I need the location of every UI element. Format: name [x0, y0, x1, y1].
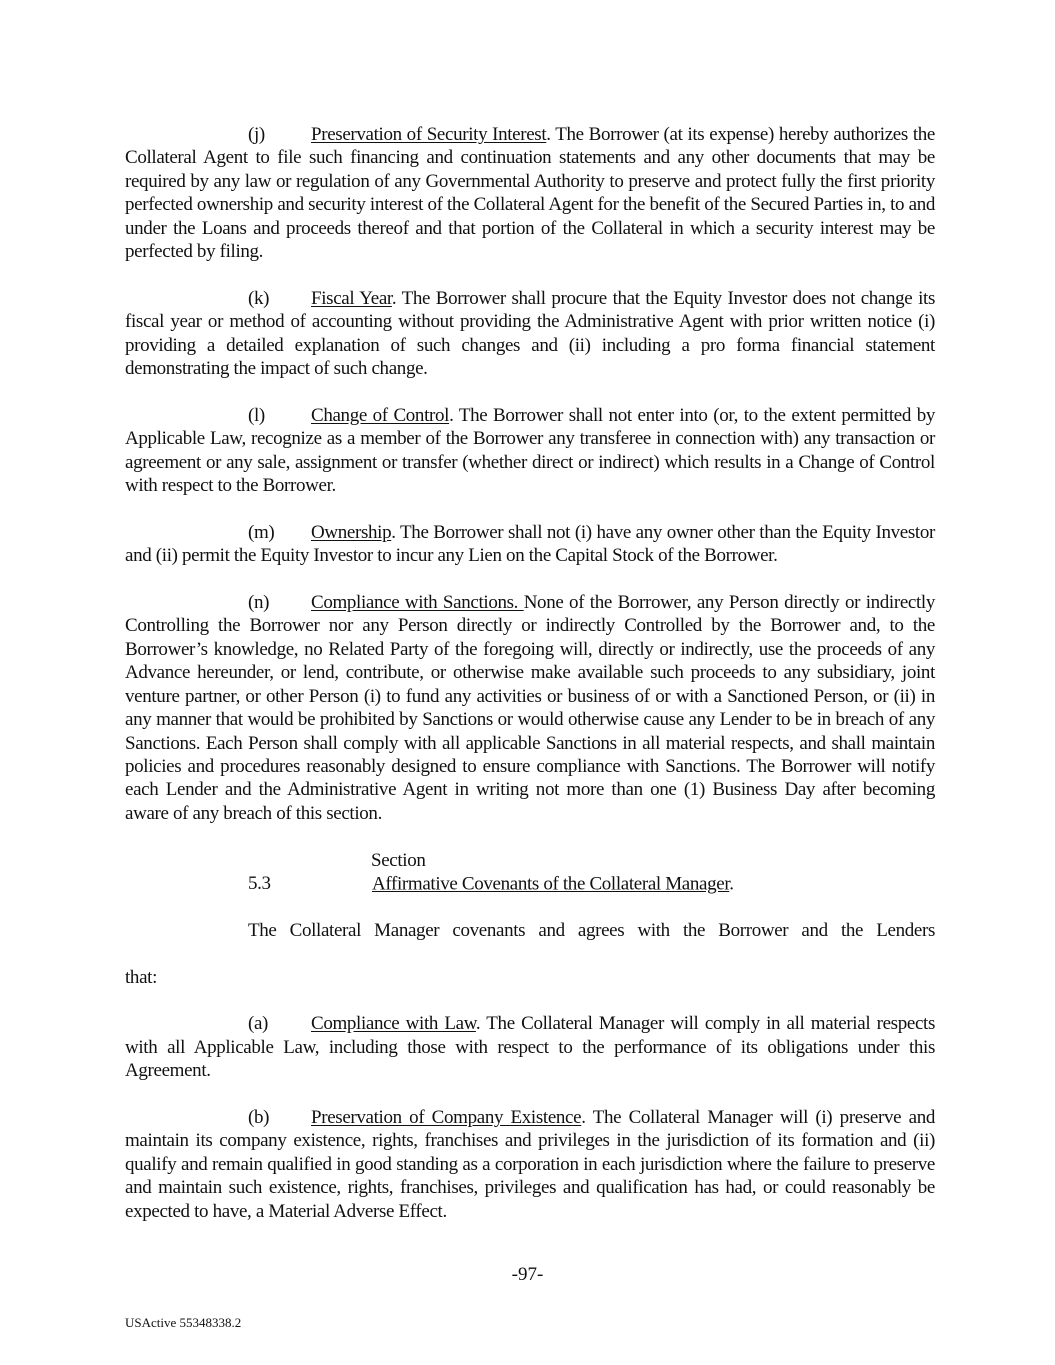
- paragraph-j: [125, 123, 935, 263]
- section-heading: [125, 849, 935, 896]
- paragraph-body: The Collateral Manager will comply in all material respects with all Applicable Law, including those with respect to the performance of its obligations under this Agreement.: [125, 1013, 935, 1082]
- paragraph-enum: (a): [248, 1013, 269, 1035]
- paragraph-enum: (l): [248, 404, 265, 426]
- paragraph-enum: (k): [248, 287, 270, 309]
- section-intro: The Collateral Manager covenants and agrees with the Borrower and the Lenders: [248, 919, 935, 941]
- paragraph-heading: Fiscal Year: [311, 287, 392, 309]
- paragraph-heading-punct: .: [581, 1106, 586, 1128]
- page-number: -97-: [511, 1264, 544, 1285]
- paragraph-l: [125, 404, 935, 498]
- paragraph-enum: (n): [248, 592, 270, 614]
- section-title: Affirmative Covenants of the Collateral Manager: [372, 872, 730, 894]
- paragraph-enum: (j): [248, 124, 265, 145]
- section-title-punct: .: [729, 872, 734, 894]
- paragraph-heading: Compliance with Law: [311, 1013, 476, 1035]
- paragraph-heading: Change of Control: [311, 404, 450, 426]
- paragraph-enum: (b): [248, 1106, 270, 1128]
- paragraph-heading-punct: .: [391, 287, 397, 309]
- section-intro-continuation: that:: [125, 966, 158, 988]
- document-body: [125, 123, 935, 1246]
- paragraph-m: [125, 521, 935, 568]
- paragraph-k: [125, 287, 935, 381]
- paragraph-a: [125, 1012, 935, 1082]
- paragraph-heading: Preservation of Security Interest: [311, 124, 547, 145]
- paragraph-b: [125, 1106, 935, 1223]
- paragraph-n: [125, 591, 935, 825]
- section-number: Section 5.3: [248, 849, 426, 894]
- paragraph-heading: Ownership: [311, 521, 392, 543]
- paragraph-heading-punct: .: [391, 521, 396, 543]
- paragraph-body: The Borrower shall not (i) have any owner other than the Equity Investor and (ii) permit the Equity Investor to incur any Lien on the Capital Stock of the Borrower.: [125, 521, 935, 567]
- paragraph-enum: (m): [248, 521, 275, 543]
- paragraph-heading-punct: .: [449, 404, 454, 426]
- paragraph-body: The Borrower shall not enter into (or, to the extent permitted by Applicable Law, recognize as a member of the Borrower any transferee in connection with) any transaction or agreement or any sale, assignment or transfer (whether direct or indirect) which results in a Change of Control with respect to the Borrower.: [125, 404, 935, 497]
- paragraph-heading-punct: .: [475, 1013, 481, 1035]
- paragraph-body: The Borrower shall procure that the Equity Investor does not change its fiscal year or method of accounting without providing the Administrative Agent with prior written notice (i) providing a detailed explanation of such changes and (ii) including a pro forma financial statement demonstrating the impact of such change.: [125, 287, 935, 380]
- document-id: USActive 55348338.2: [125, 1315, 242, 1330]
- paragraph-body: None of the Borrower, any Person directly or indirectly Controlling the Borrower nor any Person directly or indirectly Controlled by the Borrower and, to the Borrower’s knowledge, no Related Party of the foregoing will, directly or indirectly, use the proceeds of any Advance hereunder, or lend, contribute, or otherwise make available such proceeds to any subsidiary, joint venture partner, or other Person (i) to fund any activities or business of or with a Sanctioned Person, or (ii) in any manner that would be prohibited by Sanctions or would otherwise cause any Lender to be in breach of any Sanctions. Each Person shall comply with all applicable Sanctions in all material respects, and shall maintain policies and procedures reasonably designed to ensure compliance with Sanctions. The Borrower will notify each Lender and the Administrative Agent in writing not more than one (1) Business Day after becoming aware of any breach of this section.: [125, 592, 935, 824]
- paragraph-heading: Preservation of Company Existence: [311, 1106, 582, 1128]
- paragraph-heading-punct: .: [546, 124, 551, 145]
- paragraph-body: The Collateral Manager will (i) preserve and maintain its company existence, rights, franchises and privileges in the jurisdiction of its formation and (ii) qualify and remain qualified in good standing as a corporation in each jurisdiction where the failure to preserve and maintain such existence, rights, franchises, privileges and qualification has had, or could reasonably be expected to have, a Material Adverse Effect.: [125, 1106, 935, 1222]
- paragraph-body: The Borrower (at its expense) hereby authorizes the Collateral Agent to file such financing and continuation statements and any other documents that may be required by any law or regulation of any Governmental Authority to preserve and protect fully the first priority perfected ownership and security interest of the Collateral Agent for the benefit of the Secured Parties in, to and under the Loans and proceeds thereof and that portion of the Collateral in which a security interest may be perfected by filing.: [125, 124, 935, 263]
- paragraph-heading: Compliance with Sanctions.: [311, 592, 524, 614]
